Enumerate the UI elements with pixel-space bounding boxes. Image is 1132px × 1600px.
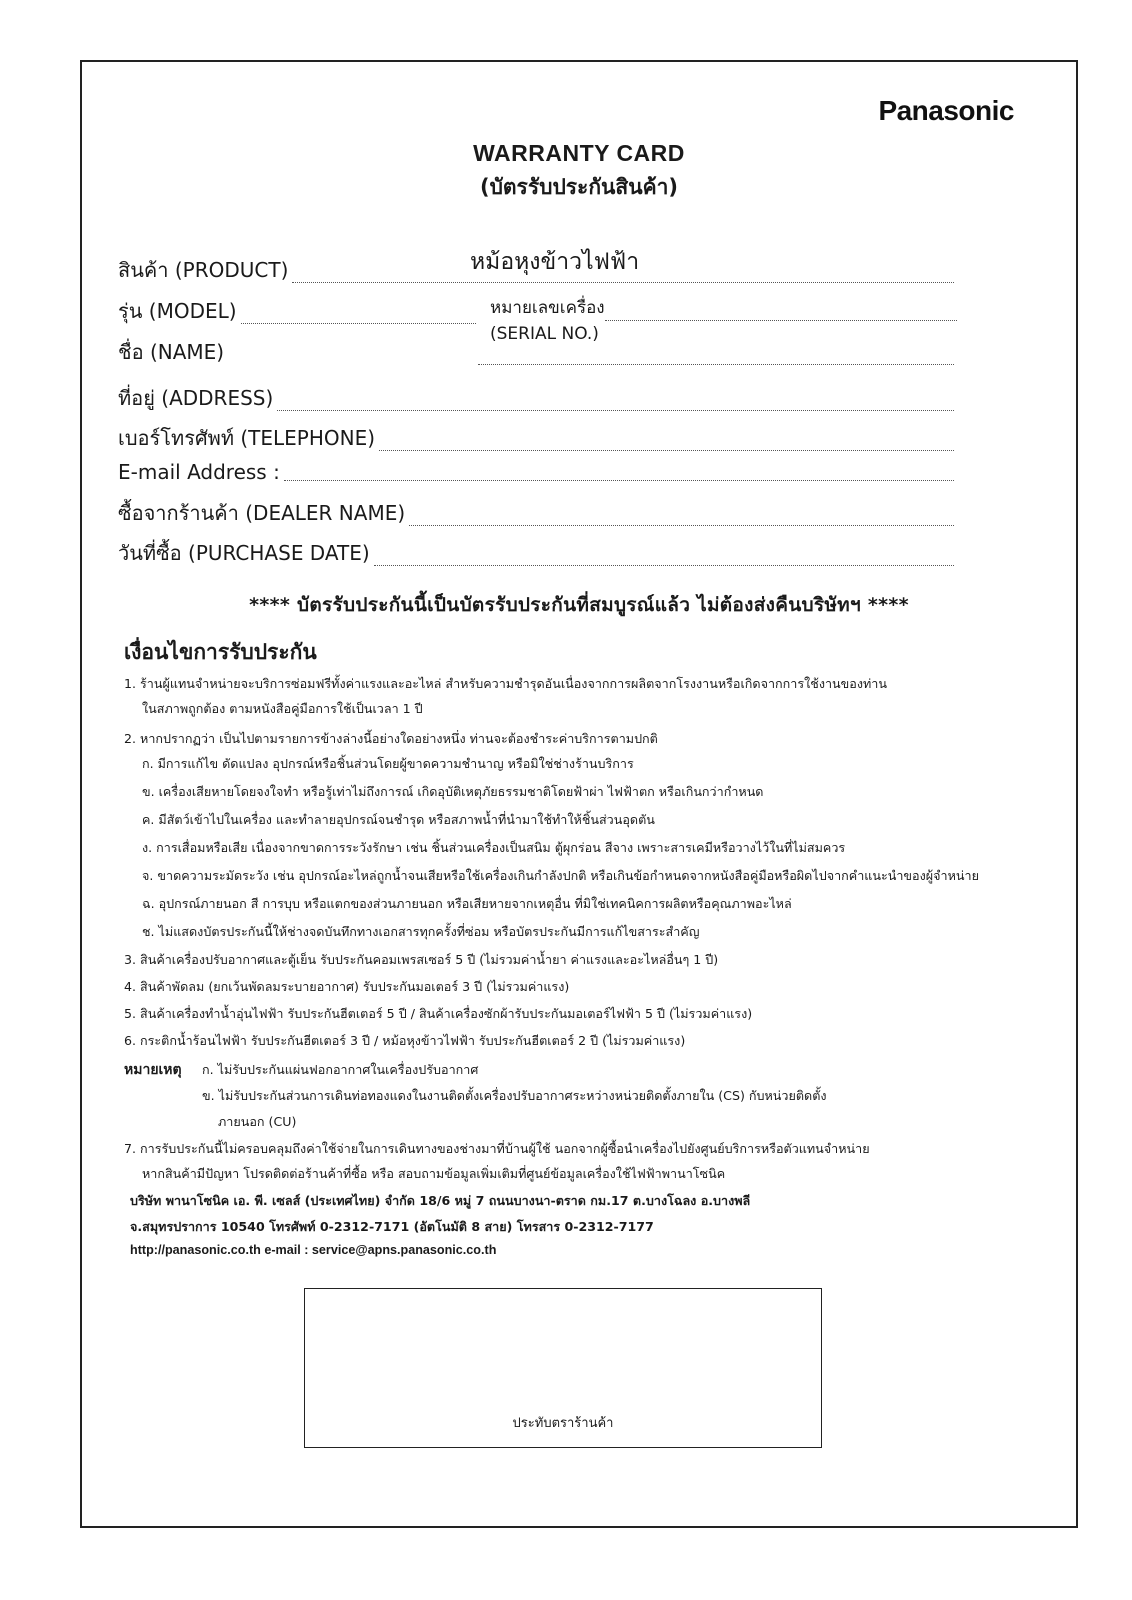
term-2b: ข. เครื่องเสียหายโดยจงใจทำ หรือรู้เท่าไม่ถึงการณ์ เกิดอุบัติเหตุภัยธรรมชาติโดยฟ้าผ่า ไฟฟ้าตก หรือเกินกว่ากำหนด	[142, 784, 764, 799]
purchase-date-label: วันที่ซื้อ (PURCHASE DATE)	[118, 541, 370, 565]
term-2e: จ. ขาดความระมัดระวัง เช่น อุปกรณ์อะไหล่ถูกน้ำจนเสียหรือใช้เครื่องเกินกำลังปกติ หรือเกินข้อกำหนดจากหนังสือคู่มือหรือผิดไปจากคำแนะนำของผู้จำหน่าย	[142, 868, 979, 883]
telephone-line	[379, 449, 954, 451]
term-7b: หากสินค้ามีปัญหา โปรดติดต่อร้านค้าที่ซื้อ หรือ สอบถามข้อมูลเพิ่มเติมที่ศูนย์ข้อมูลเครื่องใช้ไฟฟ้าพานาโซนิค	[142, 1166, 726, 1181]
model-label: รุ่น (MODEL)	[118, 299, 237, 323]
note-b2: ภายนอก (CU)	[218, 1114, 297, 1129]
name-label: ชื่อ (NAME)	[118, 340, 225, 364]
term-5: 5. สินค้าเครื่องทำน้ำอุ่นไฟฟ้า รับประกันฮีตเตอร์ 5 ปี / สินค้าเครื่องซักผ้ารับประกันมอเตอร์ไฟฟ้า 5 ปี (ไม่รวมค่าแรง)	[124, 1006, 753, 1021]
note-a: ก. ไม่รับประกันแผ่นฟอกอากาศในเครื่องปรับอากาศ	[202, 1062, 479, 1077]
term-2a: ก. มีการแก้ไข ดัดแปลง อุปกรณ์หรือชิ้นส่วนโดยผู้ขาดความชำนาญ หรือมิใช่ช่างร้านบริการ	[142, 756, 634, 771]
term-2g: ช. ไม่แสดงบัตรประกันนี้ให้ช่างจดบันทึกทางเอกสารทุกครั้งที่ซ่อม หรือบัตรประกันมีการแก้ไขสาระสำคัญ	[142, 924, 700, 939]
term-6: 6. กระติกน้ำร้อนไฟฟ้า รับประกันฮีตเตอร์ 3 ปี / หม้อหุงข้าวไฟฟ้า รับประกันฮีตเตอร์ 2 ปี (ไม่รวมค่าแรง)	[124, 1033, 686, 1048]
serial-field[interactable]	[605, 320, 957, 321]
product-label: สินค้า (PRODUCT)	[118, 258, 289, 282]
warranty-card	[80, 60, 1078, 1528]
dealer-field[interactable]	[118, 497, 954, 529]
company-web-email: http://panasonic.co.th e-mail : service@apns.panasonic.co.th	[130, 1243, 497, 1257]
serial-label-english: (SERIAL NO.)	[490, 324, 599, 344]
term-2c: ค. มีสัตว์เข้าไปในเครื่อง และทำลายอุปกรณ์จนชำรุด หรือสภาพน้ำที่นำมาใช้ทำให้ชิ้นส่วนอุดตัน	[142, 812, 655, 827]
notice-text: **** บัตรรับประกันนี้เป็นบัตรรับประกันที่สมบูรณ์แล้ว ไม่ต้องส่งคืนบริษัทฯ ****	[249, 594, 909, 616]
address-line	[277, 409, 954, 411]
purchase-date-line	[374, 564, 954, 566]
note-label: หมายเหตุ	[124, 1062, 182, 1078]
model-line	[241, 322, 476, 324]
stamp-label: ประทับตราร้านค้า	[512, 1416, 614, 1431]
serial-label-thai: หมายเลขเครื่อง	[490, 298, 605, 318]
product-line	[292, 281, 954, 283]
title-block	[82, 140, 1076, 204]
dealer-stamp-box	[304, 1288, 822, 1448]
telephone-label: เบอร์โทรศัพท์ (TELEPHONE)	[118, 426, 376, 450]
address-field[interactable]	[118, 382, 954, 414]
email-field[interactable]	[118, 460, 954, 484]
brand-logo: Panasonic	[878, 95, 1014, 126]
name-field[interactable]	[118, 336, 954, 368]
term-1b: ในสภาพถูกต้อง ตามหนังสือคู่มือการใช้เป็นเวลา 1 ปี	[142, 701, 423, 716]
name-line	[478, 363, 954, 365]
model-field[interactable]	[118, 295, 476, 327]
term-2: 2. หากปรากฏว่า เป็นไปตามรายการข้างล่างนี้อย่างใดอย่างหนึ่ง ท่านจะต้องชำระค่าบริการตามปกติ	[124, 731, 658, 746]
title-thai: (บัตรรับประกันสินค้า)	[479, 175, 679, 199]
note-b1: ข. ไม่รับประกันส่วนการเดินท่อทองแดงในงานติดตั้งเครื่องปรับอากาศระหว่างหน่วยติดตั้งภายใน (CS) กับหน่วยติดตั้ง	[202, 1088, 827, 1103]
term-1a: 1. ร้านผู้แทนจำหน่ายจะบริการซ่อมฟรีทั้งค่าแรงและอะไหล่ สำหรับความชำรุดอันเนื่องจากการผลิตจากโรงงานหรือเกิดจากการใช้งานของท่าน	[124, 676, 887, 691]
term-2f: ฉ. อุปกรณ์ภายนอก สี การบุบ หรือแตกของส่วนภายนอก หรือเสียหายจากเหตุอื่น ที่มิใช่เทคนิคการผลิตหรือคุณภาพอะไหล่	[142, 896, 792, 911]
product-value: หม้อหุงข้าวไฟฟ้า	[470, 249, 640, 275]
company-address-1: บริษัท พานาโซนิค เอ. พี. เซลส์ (ประเทศไทย) จำกัด 18/6 หมู่ 7 ถนนบางนา-ตราด กม.17 ต.บางโฉลง อ.บางพลี	[130, 1193, 751, 1208]
term-7a: 7. การรับประกันนี้ไม่ครอบคลุมถึงค่าใช้จ่ายในการเดินทางของช่างมาที่บ้านผู้ใช้ นอกจากผู้ซื้อนำเครื่องไปยังศูนย์บริการหรือตัวแทนจำหน่าย	[124, 1141, 870, 1156]
term-3: 3. สินค้าเครื่องปรับอากาศและตู้เย็น รับประกันคอมเพรสเซอร์ 5 ปี (ไม่รวมค่าน้ำยา ค่าแรงและอะไหล่อื่นๆ 1 ปี)	[124, 952, 719, 967]
dealer-label: ซื้อจากร้านค้า (DEALER NAME)	[118, 501, 406, 525]
address-label: ที่อยู่ (ADDRESS)	[118, 386, 274, 410]
conditions-heading: เงื่อนไขการรับประกัน	[124, 640, 317, 664]
term-4: 4. สินค้าพัดลม (ยกเว้นพัดลมระบายอากาศ) รับประกันมอเตอร์ 3 ปี (ไม่รวมค่าแรง)	[124, 979, 570, 994]
email-label: E-mail Address :	[118, 460, 280, 484]
telephone-field[interactable]	[118, 422, 954, 454]
term-2d: ง. การเสื่อมหรือเสีย เนื่องจากขาดการระวังรักษา เช่น ชิ้นส่วนเครื่องเป็นสนิม ตู้ผุกร่อน สีจาง เพราะสารเคมีหรือวางไว้ในที่ไม่สมควร	[142, 840, 846, 855]
dealer-line	[409, 524, 954, 526]
purchase-date-field[interactable]	[118, 537, 954, 569]
title-english: WARRANTY CARD	[473, 140, 685, 166]
email-line	[284, 479, 954, 481]
company-address-2: จ.สมุทรปราการ 10540 โทรศัพท์ 0-2312-7171 (อัตโนมัติ 8 สาย) โทรสาร 0-2312-7177	[130, 1219, 654, 1234]
